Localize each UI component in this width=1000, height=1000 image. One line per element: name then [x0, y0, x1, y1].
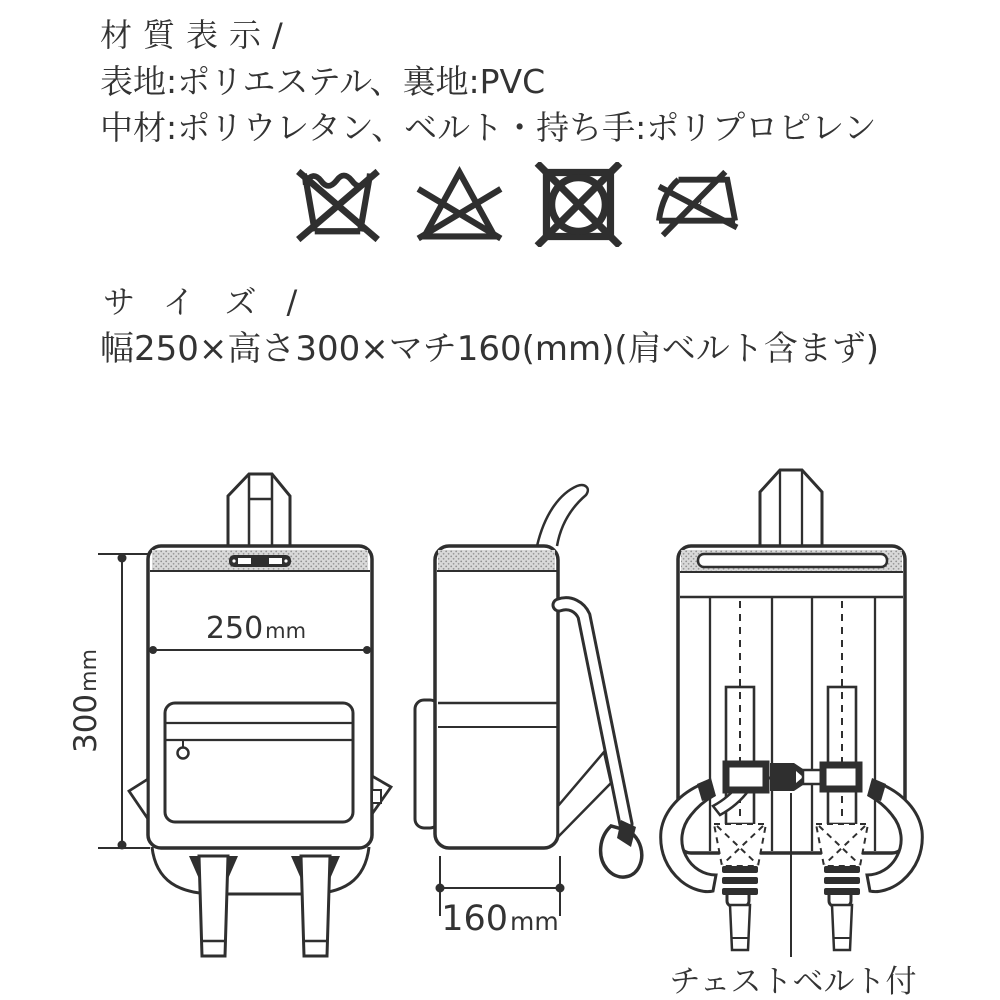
zipper-detail	[229, 555, 291, 567]
size-title: サイズ/	[103, 283, 328, 321]
size-detail: 幅250×高さ300×マチ160(mm)(肩ベルト含まず)	[100, 329, 879, 369]
side-body	[435, 546, 558, 848]
material-line-inner: 中材:ポリウレタン、ベルト・持ち手:ポリプロピレン	[100, 108, 877, 147]
chest-belt-right-pad	[823, 765, 859, 789]
front-pocket	[165, 703, 353, 822]
do-not-wash-icon	[291, 164, 386, 249]
side-view	[415, 485, 642, 939]
material-line-outer: 表地:ポリエステル、裏地:PVC	[100, 62, 546, 101]
back-handle	[760, 470, 822, 546]
strap-lower-webbing	[558, 752, 611, 837]
do-not-bleach-icon	[412, 164, 507, 249]
do-not-iron-icon	[653, 167, 743, 247]
front-handle	[228, 474, 290, 546]
spec-diagram	[0, 430, 1000, 1000]
front-bottom-gusset	[152, 847, 369, 894]
width-dimension-label: 250mm	[205, 611, 307, 646]
depth-dimension	[436, 856, 565, 939]
left-side-tab	[129, 779, 148, 819]
chest-belt-left-pad	[726, 764, 766, 790]
material-title: 材質表示/	[100, 16, 294, 54]
back-view	[661, 470, 923, 1000]
side-handle-loop	[537, 485, 588, 546]
chest-belt-note: チェストベルト付	[669, 964, 917, 1000]
handle-slot	[698, 554, 887, 567]
depth-dimension-label: 160mm	[441, 899, 559, 939]
height-dimension-label: 300mm	[68, 648, 104, 754]
side-top-band	[438, 550, 555, 571]
chest-belt-connector	[803, 770, 821, 784]
do-not-tumble-dry-icon	[532, 162, 627, 247]
front-view	[68, 474, 391, 956]
